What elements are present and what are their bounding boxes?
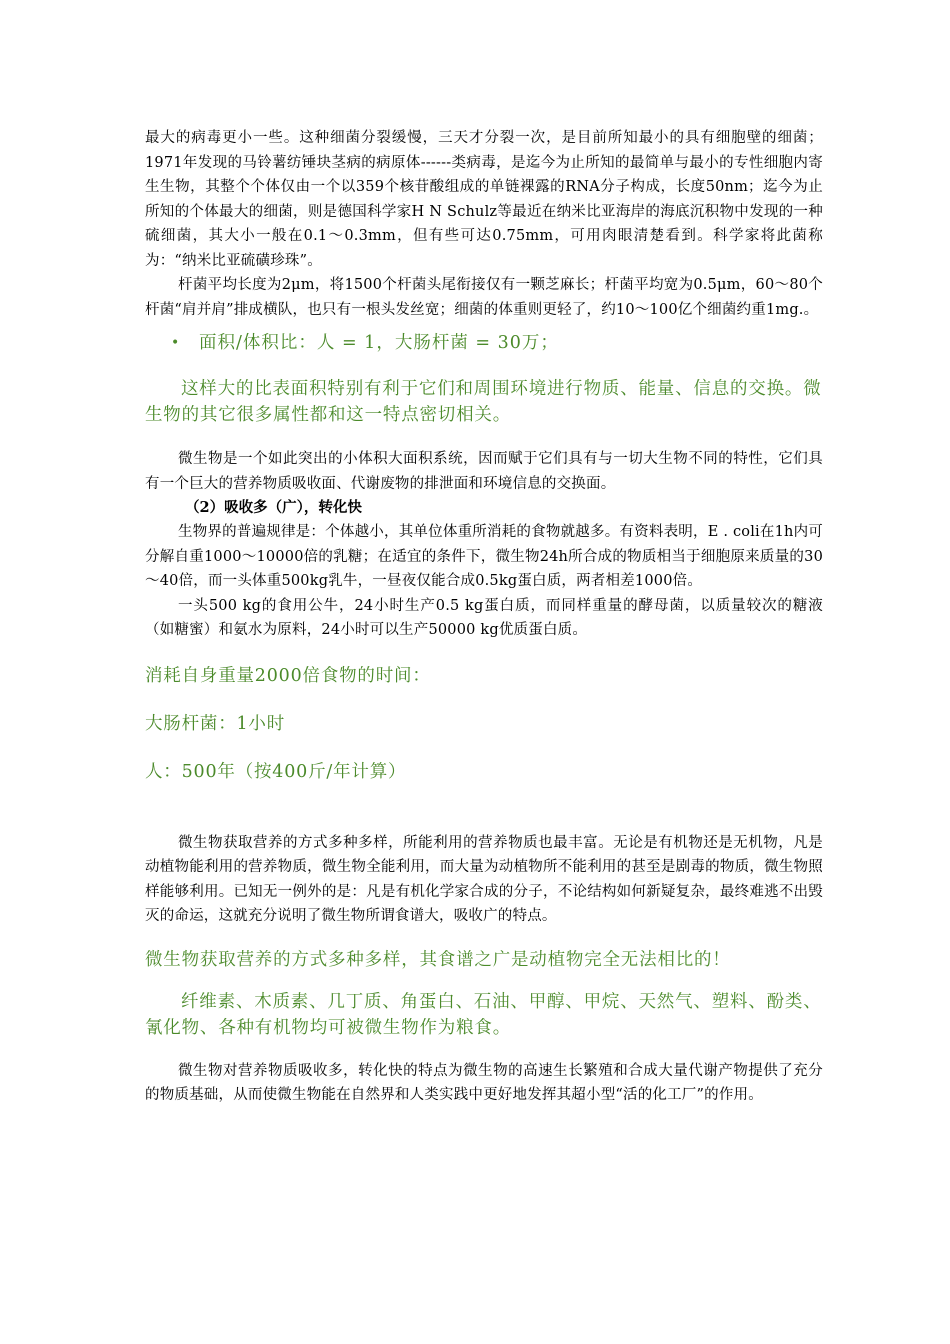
document-page (145, 126, 823, 1108)
green-food-list: 纤维素、木质素、几丁质、角蛋白、石油、甲醇、甲烷、天然气、塑料、酚类、氰化物、各种有机物均可被微生物作为粮食。 (145, 991, 822, 1038)
paragraph-smallest-bacteria: 最大的病毒更小一些。这种细菌分裂缓慢，三天才分裂一次，是目前所知最小的具有细胞壁的细菌；1971年发现的马铃薯纺锤块茎病的病原体------类病毒，是迄今为止所知的最简单与最小的专性细胞内寄生生物，其整个个体仅由一个以359个核苷酸组成的单链裸露的RNA分子构成，长度50nm；迄今为止所知的个体最大的细菌，则是德国科学家H N Schulz等最近在纳米比亚海岸的海底沉积物中发现的一种硫细菌，其大小一般在0.1～0.3mm，但有些可达0.75mm，可用肉眼清楚看到。科学家将此菌称为：“纳米比亚硫磺珍珠”。 (145, 130, 823, 269)
bullet-surface-ratio (145, 330, 823, 356)
paragraph-yeast-protein: 一头500 kg的食用公牛，24小时生产0.5 kg蛋白质，而同样重量的酵母菌，以质量较次的糖液（如糖蜜）和氨水为原料，24小时可以生产50000 kg优质蛋白质。 (145, 597, 823, 638)
green-human-time: 人：500年（按400斤/年计算） (145, 761, 407, 782)
paragraph-nutrition-diversity: 微生物获取营养的方式多种多样，所能利用的营养物质也最丰富。无论是有机物还是无机物，凡是动植物能利用的营养物质，微生物全能利用，而大量为动植物所不能利用的甚至是剧毒的物质，微生物照样能够利用。已知无一例外的是：凡是有机化学家合成的分子，不论结构如何新疑复杂，最终难逃不出毁灭的命运，这就充分说明了微生物所谓食谱大，吸收广的特点。 (145, 834, 823, 924)
paragraph-small-volume-system: 微生物是一个如此突出的小体积大面积系统，因而赋于它们具有与一切大生物不同的特性，它们具有一个巨大的营养物质吸收面、代谢废物的排泄面和环境信息的交换面。 (145, 451, 823, 492)
paragraph-consumption-rule: 生物界的普遍规律是：个体越小，其单位体重所消耗的食物就越多。有资料表明，E . coli在1h内可分解自重1000～10000倍的乳糖；在适宜的条件下，微生物24h所合成的物质相当于细胞原来质量的30～40倍，而一头体重500kg乳牛，一昼夜仅能合成0.5kg蛋白质，两者相差1000倍。 (145, 524, 823, 589)
green-diet-breadth: 微生物获取营养的方式多种多样，其食谱之广是动植物完全无法相比的！ (145, 949, 731, 970)
paragraph-living-chemical-factory: 微生物对营养物质吸收多，转化快的特点为微生物的高速生长繁殖和合成大量代谢产物提供了充分的物质基础，从而使微生物能在自然界和人类实践中更好地发挥其超小型“活的化工厂”的作用。 (145, 1062, 823, 1103)
bullet-text: 面积/体积比：人 = 1，大肠杆菌 = 30万； (199, 333, 559, 353)
green-consumption-time-title: 消耗自身重量2000倍食物的时间： (145, 665, 431, 686)
paragraph-bacillus-size: 杆菌平均长度为2μm，将1500个杆菌头尾衔接仅有一颗芝麻长；杆菌平均宽为0.5μm，60～80个杆菌“肩并肩”排成横队，也只有一根头发丝宽；细菌的体重则更轻了，约10～100亿个细菌约重1mg.。 (145, 277, 823, 318)
bullet-dot-icon: • (171, 335, 181, 351)
green-ecoli-time: 大肠杆菌：1小时 (145, 713, 286, 734)
green-note-surface-exchange: 这样大的比表面积特别有利于它们和周围环境进行物质、能量、信息的交换。微生物的其它很多属性都和这一特点密切相关。 (145, 379, 822, 425)
section-heading-absorption: （2）吸收多（广），转化快 (185, 499, 362, 516)
